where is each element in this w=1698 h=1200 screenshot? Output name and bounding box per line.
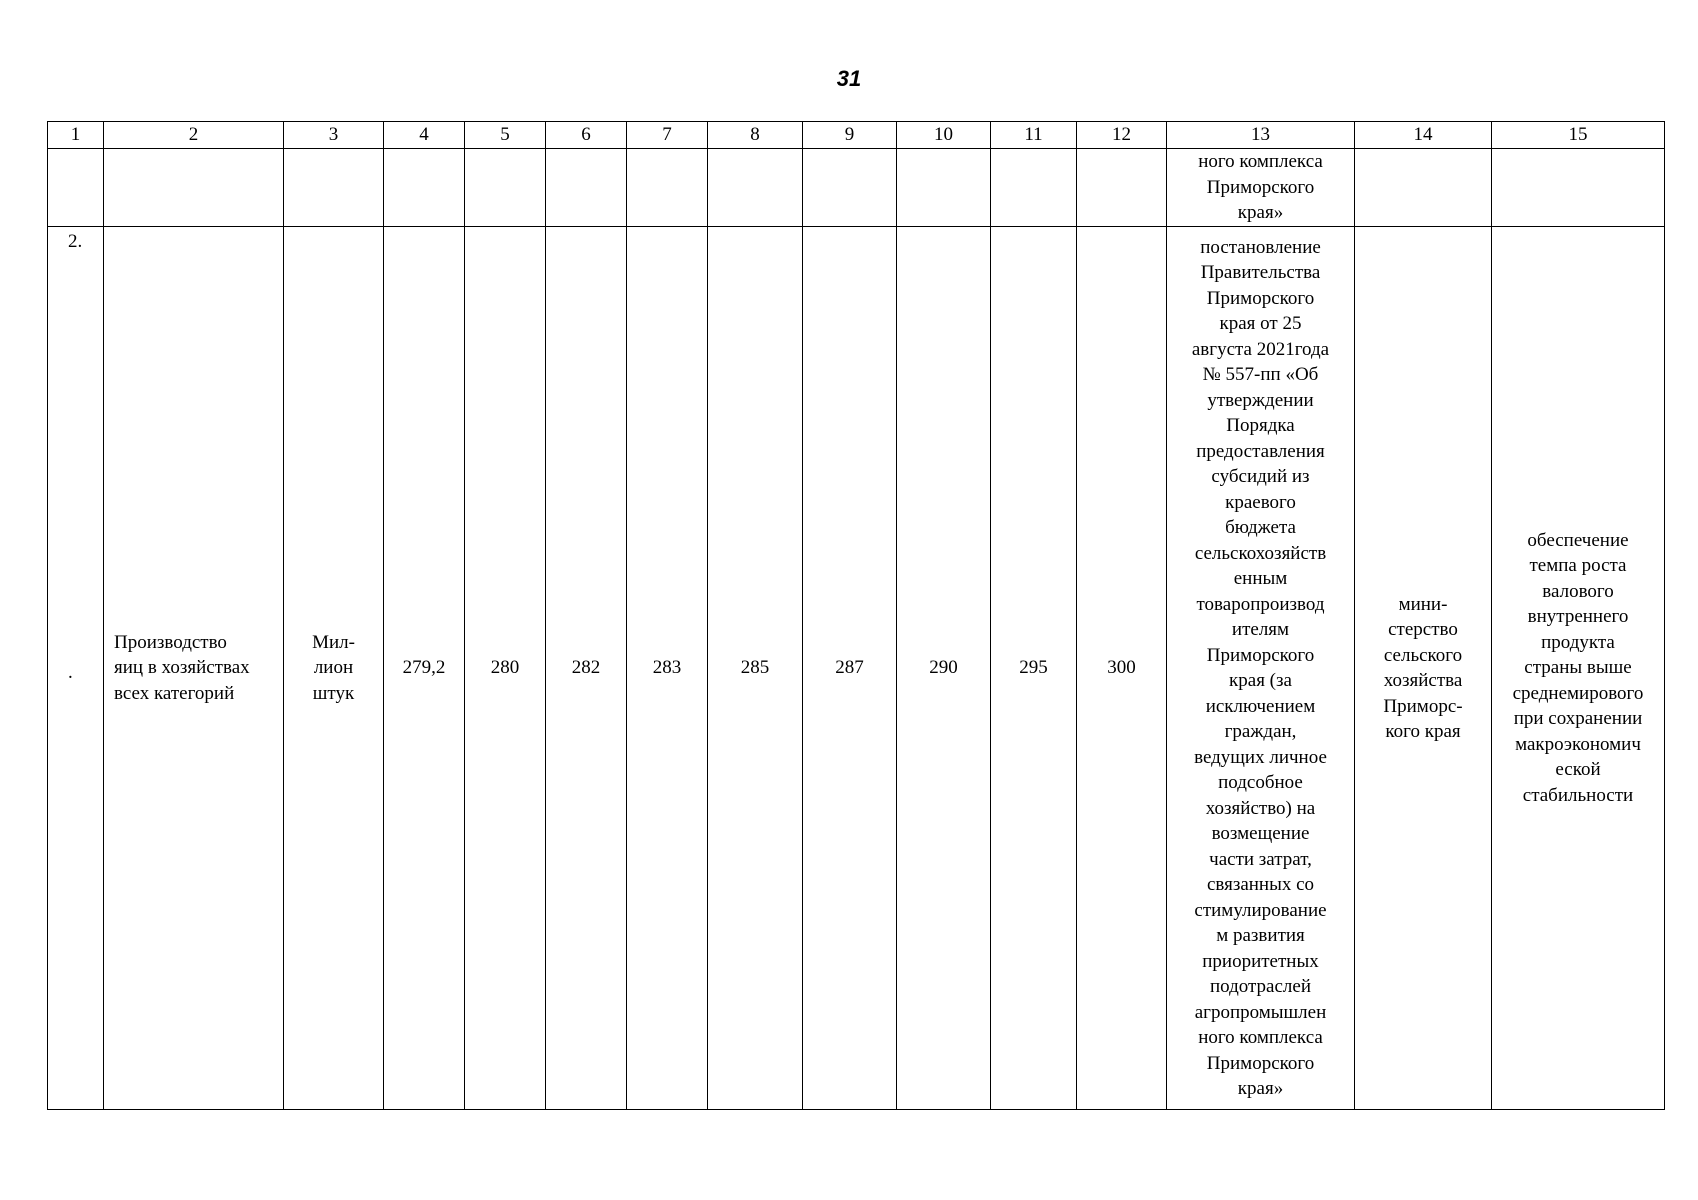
text-line: продукта — [1541, 631, 1615, 653]
text-line: ителям — [1231, 619, 1290, 640]
value-cell: 282 — [546, 227, 627, 1110]
column-number-header: 10 — [897, 122, 991, 149]
indicator-name-cell — [104, 227, 284, 1110]
row-number-mark: . — [68, 661, 73, 683]
empty-cell — [384, 149, 465, 227]
text-line: Приморского — [1206, 644, 1315, 666]
text-line: ного комплекса — [1198, 151, 1323, 172]
text-line: агропромышлен — [1194, 1001, 1327, 1023]
empty-cell — [991, 149, 1077, 227]
text-line: бюджета — [1225, 517, 1296, 538]
text-line: всех категорий — [114, 682, 235, 704]
column-number-header: 13 — [1167, 122, 1355, 149]
empty-cell — [48, 149, 104, 227]
text-line: валового — [1542, 580, 1614, 602]
text-line: лион — [313, 657, 354, 679]
continuation-row — [48, 149, 1665, 227]
text-line: края от 25 — [1219, 313, 1302, 334]
text-line: края» — [1237, 1078, 1284, 1099]
empty-cell — [284, 149, 384, 227]
continued-document-cell — [1167, 149, 1355, 227]
text-line: края» — [1237, 202, 1284, 223]
text-line: при сохранении — [1513, 708, 1643, 730]
empty-cell — [546, 149, 627, 227]
value-cell: 279,2 — [384, 227, 465, 1110]
column-number-header-row — [48, 122, 1665, 149]
column-number-header: 2 — [104, 122, 284, 149]
text-line: еской — [1555, 759, 1601, 781]
text-line: постановление — [1200, 236, 1321, 258]
text-line: Приморс- — [1383, 695, 1463, 717]
text-line: подсобное — [1218, 772, 1303, 793]
text-line: части затрат, — [1209, 848, 1312, 870]
text-line: приоритетных — [1202, 950, 1319, 972]
text-line: сельского — [1383, 644, 1463, 666]
column-number-header: 7 — [627, 122, 708, 149]
responsible-cell — [1355, 227, 1492, 1110]
column-number-header: 1 — [48, 122, 104, 149]
empty-cell — [803, 149, 897, 227]
column-number-header: 14 — [1355, 122, 1492, 149]
column-number-header: 9 — [803, 122, 897, 149]
text-line: обеспечение — [1527, 529, 1629, 551]
text-line: яиц в хозяйствах — [114, 657, 250, 679]
value-cell: 300 — [1077, 227, 1167, 1110]
empty-cell — [897, 149, 991, 227]
text-line: граждан, — [1224, 721, 1297, 742]
document-cell — [1167, 227, 1355, 1110]
text-line: хозяйство) на — [1205, 797, 1316, 819]
text-line: Приморского — [1206, 176, 1315, 198]
column-number-header: 12 — [1077, 122, 1167, 149]
table-row — [48, 227, 1665, 1110]
text-line: стимулирование — [1194, 899, 1327, 921]
value-cell: 287 — [803, 227, 897, 1110]
text-line: страны выше — [1524, 657, 1632, 679]
row-number-cell — [48, 227, 104, 1110]
text-line: товаропроизвод — [1196, 593, 1325, 615]
column-number-header: 5 — [465, 122, 546, 149]
text-line: кого края — [1385, 721, 1461, 742]
text-line: № 557-пп «Об — [1202, 364, 1319, 385]
indicators-table — [47, 121, 1665, 1110]
text-line: утверждении — [1207, 389, 1314, 411]
empty-cell — [1355, 149, 1492, 227]
page-number: 31 — [836, 66, 862, 91]
text-line: возмещение — [1211, 823, 1310, 844]
text-line: сельскохозяйств — [1194, 542, 1327, 564]
text-line: краевого — [1225, 491, 1296, 513]
text-line: Мил- — [312, 631, 355, 653]
unit-cell — [284, 227, 384, 1110]
text-line: подотраслей — [1209, 976, 1312, 997]
text-line: субсидий из — [1211, 466, 1310, 487]
text-line: исключением — [1205, 695, 1316, 717]
text-line: внутреннего — [1527, 606, 1629, 628]
text-line: края (за — [1229, 670, 1292, 691]
value-cell: 280 — [465, 227, 546, 1110]
text-line: темпа роста — [1529, 555, 1627, 577]
empty-cell — [1077, 149, 1167, 227]
text-line: стабильности — [1522, 784, 1634, 806]
column-number-header: 4 — [384, 122, 465, 149]
text-line: енным — [1233, 568, 1288, 589]
goal-cell — [1492, 227, 1665, 1110]
value-cell: 295 — [991, 227, 1077, 1110]
text-line: ного комплекса — [1198, 1027, 1323, 1048]
column-number-header: 6 — [546, 122, 627, 149]
empty-cell — [104, 149, 284, 227]
text-line: штук — [312, 682, 355, 704]
empty-cell — [1492, 149, 1665, 227]
text-line: Приморского — [1206, 1052, 1315, 1074]
text-line: Правительства — [1200, 262, 1321, 283]
empty-cell — [708, 149, 803, 227]
column-number-header: 3 — [284, 122, 384, 149]
text-line: Порядка — [1226, 415, 1295, 436]
text-line: стерство — [1388, 619, 1458, 640]
row-number: 2. — [68, 231, 83, 252]
text-line: хозяйства — [1383, 670, 1463, 691]
text-line: Производство — [114, 631, 227, 653]
text-line: Приморского — [1206, 287, 1315, 309]
value-cell: 283 — [627, 227, 708, 1110]
column-number-header: 8 — [708, 122, 803, 149]
empty-cell — [465, 149, 546, 227]
text-line: предоставления — [1196, 440, 1325, 462]
column-number-header: 11 — [991, 122, 1077, 149]
text-line: среднемирового — [1512, 682, 1644, 704]
text-line: м развития — [1216, 925, 1305, 946]
text-line: ведущих личное — [1194, 746, 1327, 768]
value-cell: 290 — [897, 227, 991, 1110]
text-line: макроэкономич — [1515, 733, 1641, 755]
text-line: мини- — [1398, 593, 1448, 615]
empty-cell — [627, 149, 708, 227]
text-line: августа 2021года — [1191, 338, 1330, 360]
text-line: связанных со — [1206, 874, 1315, 895]
value-cell: 285 — [708, 227, 803, 1110]
column-number-header: 15 — [1492, 122, 1665, 149]
